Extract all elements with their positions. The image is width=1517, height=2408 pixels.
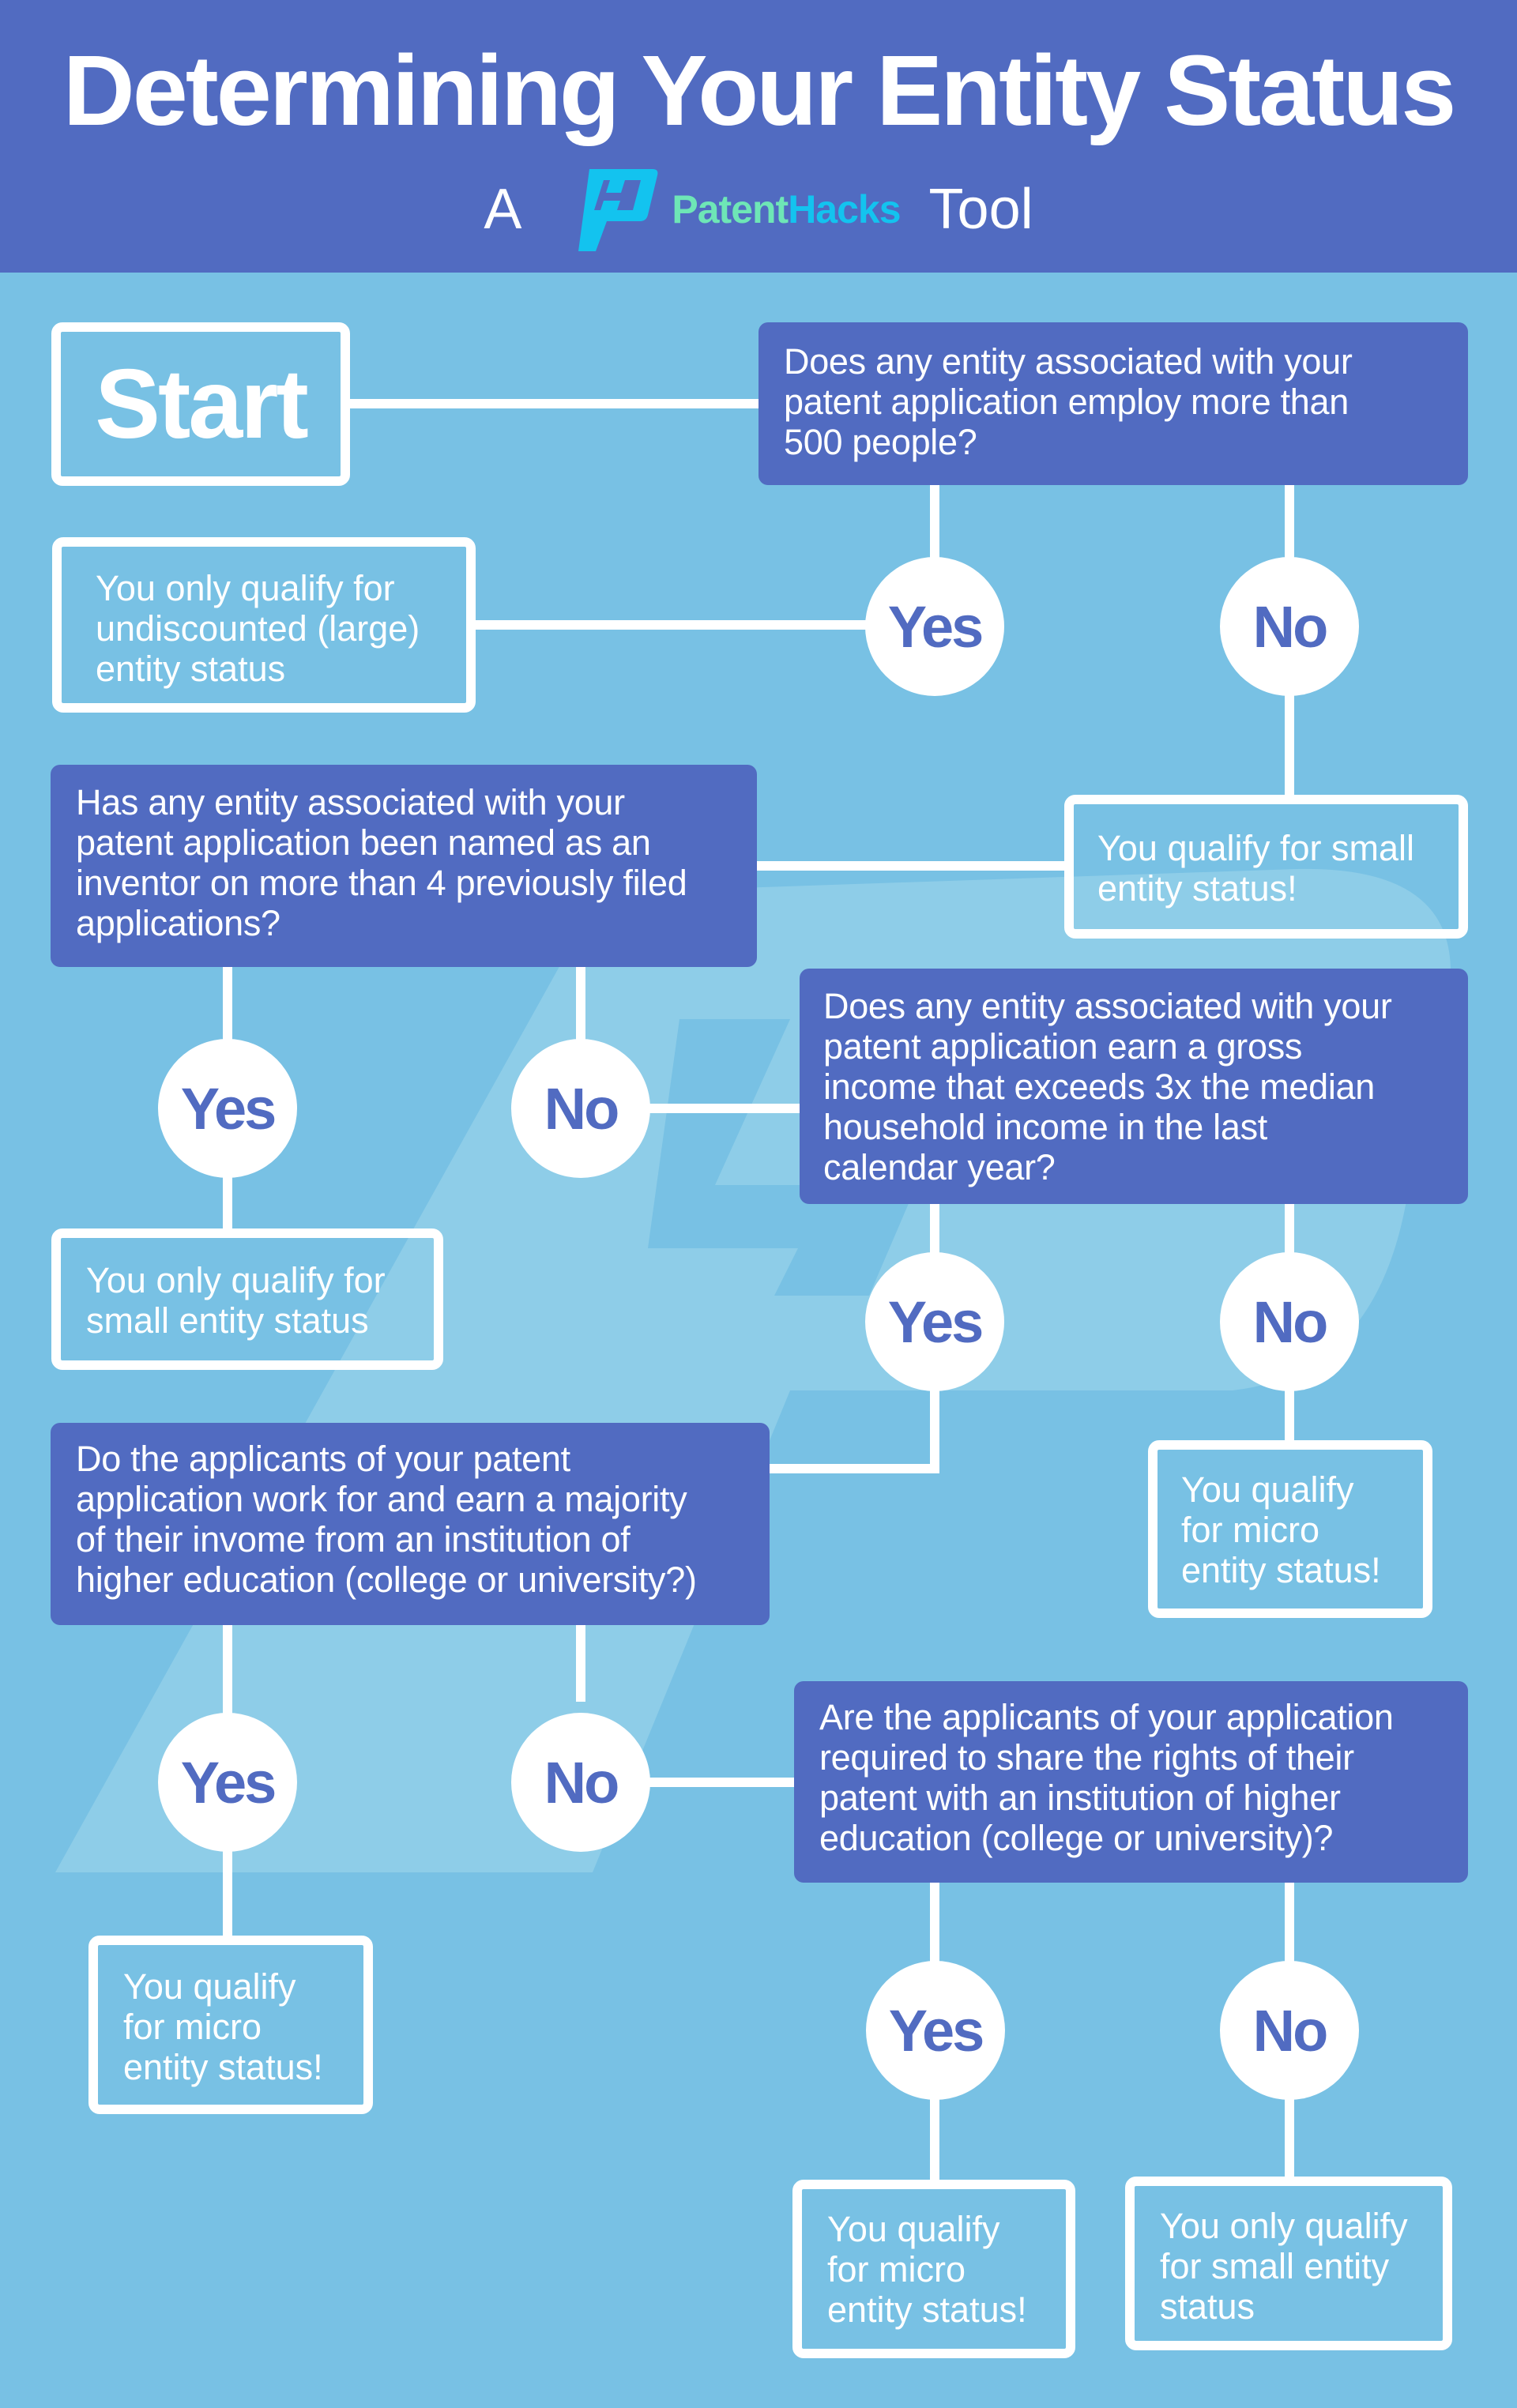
outcome-micro-entity-q5: You qualify for micro entity status! bbox=[792, 2180, 1075, 2358]
answer-q4-no: No bbox=[511, 1713, 650, 1852]
brand-part-hacks: Hacks bbox=[788, 187, 901, 231]
answer-q5-yes: Yes bbox=[866, 1961, 1005, 2100]
outcome-small-entity-q5: You only qualify for small entity status bbox=[1125, 2177, 1452, 2350]
question-employees: Does any entity associated with your patent application employ more than 500 people? bbox=[758, 322, 1468, 485]
header-banner bbox=[0, 0, 1517, 273]
answer-q4-yes: Yes bbox=[158, 1713, 297, 1852]
connector-q2-o2 bbox=[755, 861, 1067, 871]
question-higher-education-employment: Do the applicants of your patent application work for and earn a majority of their invome from an institution of higher education (college or university?) bbox=[51, 1423, 770, 1625]
answer-q2-no: No bbox=[511, 1039, 650, 1178]
subtitle-prefix: A bbox=[484, 178, 522, 241]
question-prior-applications: Has any entity associated with your patent application been named as an inventor on more than 4 previously filed applications? bbox=[51, 765, 757, 967]
subtitle-suffix: Tool bbox=[928, 178, 1033, 241]
connector-no2-q3 bbox=[644, 1104, 802, 1113]
question-gross-income: Does any entity associated with your patent application earn a gross income that exceeds 3x the median household income in the last calendar year? bbox=[800, 969, 1468, 1204]
outcome-large-entity: You only qualify for undiscounted (large) entity status bbox=[52, 537, 476, 713]
brand-name bbox=[672, 186, 900, 232]
connector-q1-yes bbox=[930, 483, 939, 562]
answer-q2-yes: Yes bbox=[158, 1039, 297, 1178]
question-rights-sharing: Are the applicants of your application required to share the rights of their patent with an institution of higher education (college or university)? bbox=[794, 1681, 1468, 1883]
answer-q3-no: No bbox=[1220, 1252, 1359, 1391]
connector-no4-q5 bbox=[644, 1778, 798, 1787]
connector-start-q1 bbox=[350, 399, 761, 408]
connector-q2-no bbox=[576, 965, 585, 1044]
answer-q1-no: No bbox=[1220, 557, 1359, 696]
connector-yes3-q4 bbox=[766, 1464, 939, 1473]
start-node bbox=[51, 322, 350, 486]
connector-q4-no bbox=[576, 1623, 585, 1702]
start-label: Start bbox=[95, 349, 307, 459]
connector-yes1-o1 bbox=[474, 620, 869, 630]
outcome-small-entity-q2: You only qualify for small entity status bbox=[51, 1228, 443, 1370]
patenthacks-logo-icon bbox=[558, 166, 661, 253]
outcome-micro-entity-q3: You qualify for micro entity status! bbox=[1148, 1440, 1432, 1618]
outcome-small-entity-q1: You qualify for small entity status! bbox=[1064, 795, 1468, 939]
brand-part-patent: Patent bbox=[672, 187, 789, 231]
outcome-micro-entity-q4: You qualify for micro entity status! bbox=[88, 1936, 373, 2114]
page-title: Determining Your Entity Status bbox=[62, 35, 1455, 146]
answer-q3-yes: Yes bbox=[865, 1252, 1004, 1391]
answer-q5-no: No bbox=[1220, 1961, 1359, 2100]
subtitle-row bbox=[0, 166, 1517, 253]
answer-q1-yes: Yes bbox=[865, 557, 1004, 696]
